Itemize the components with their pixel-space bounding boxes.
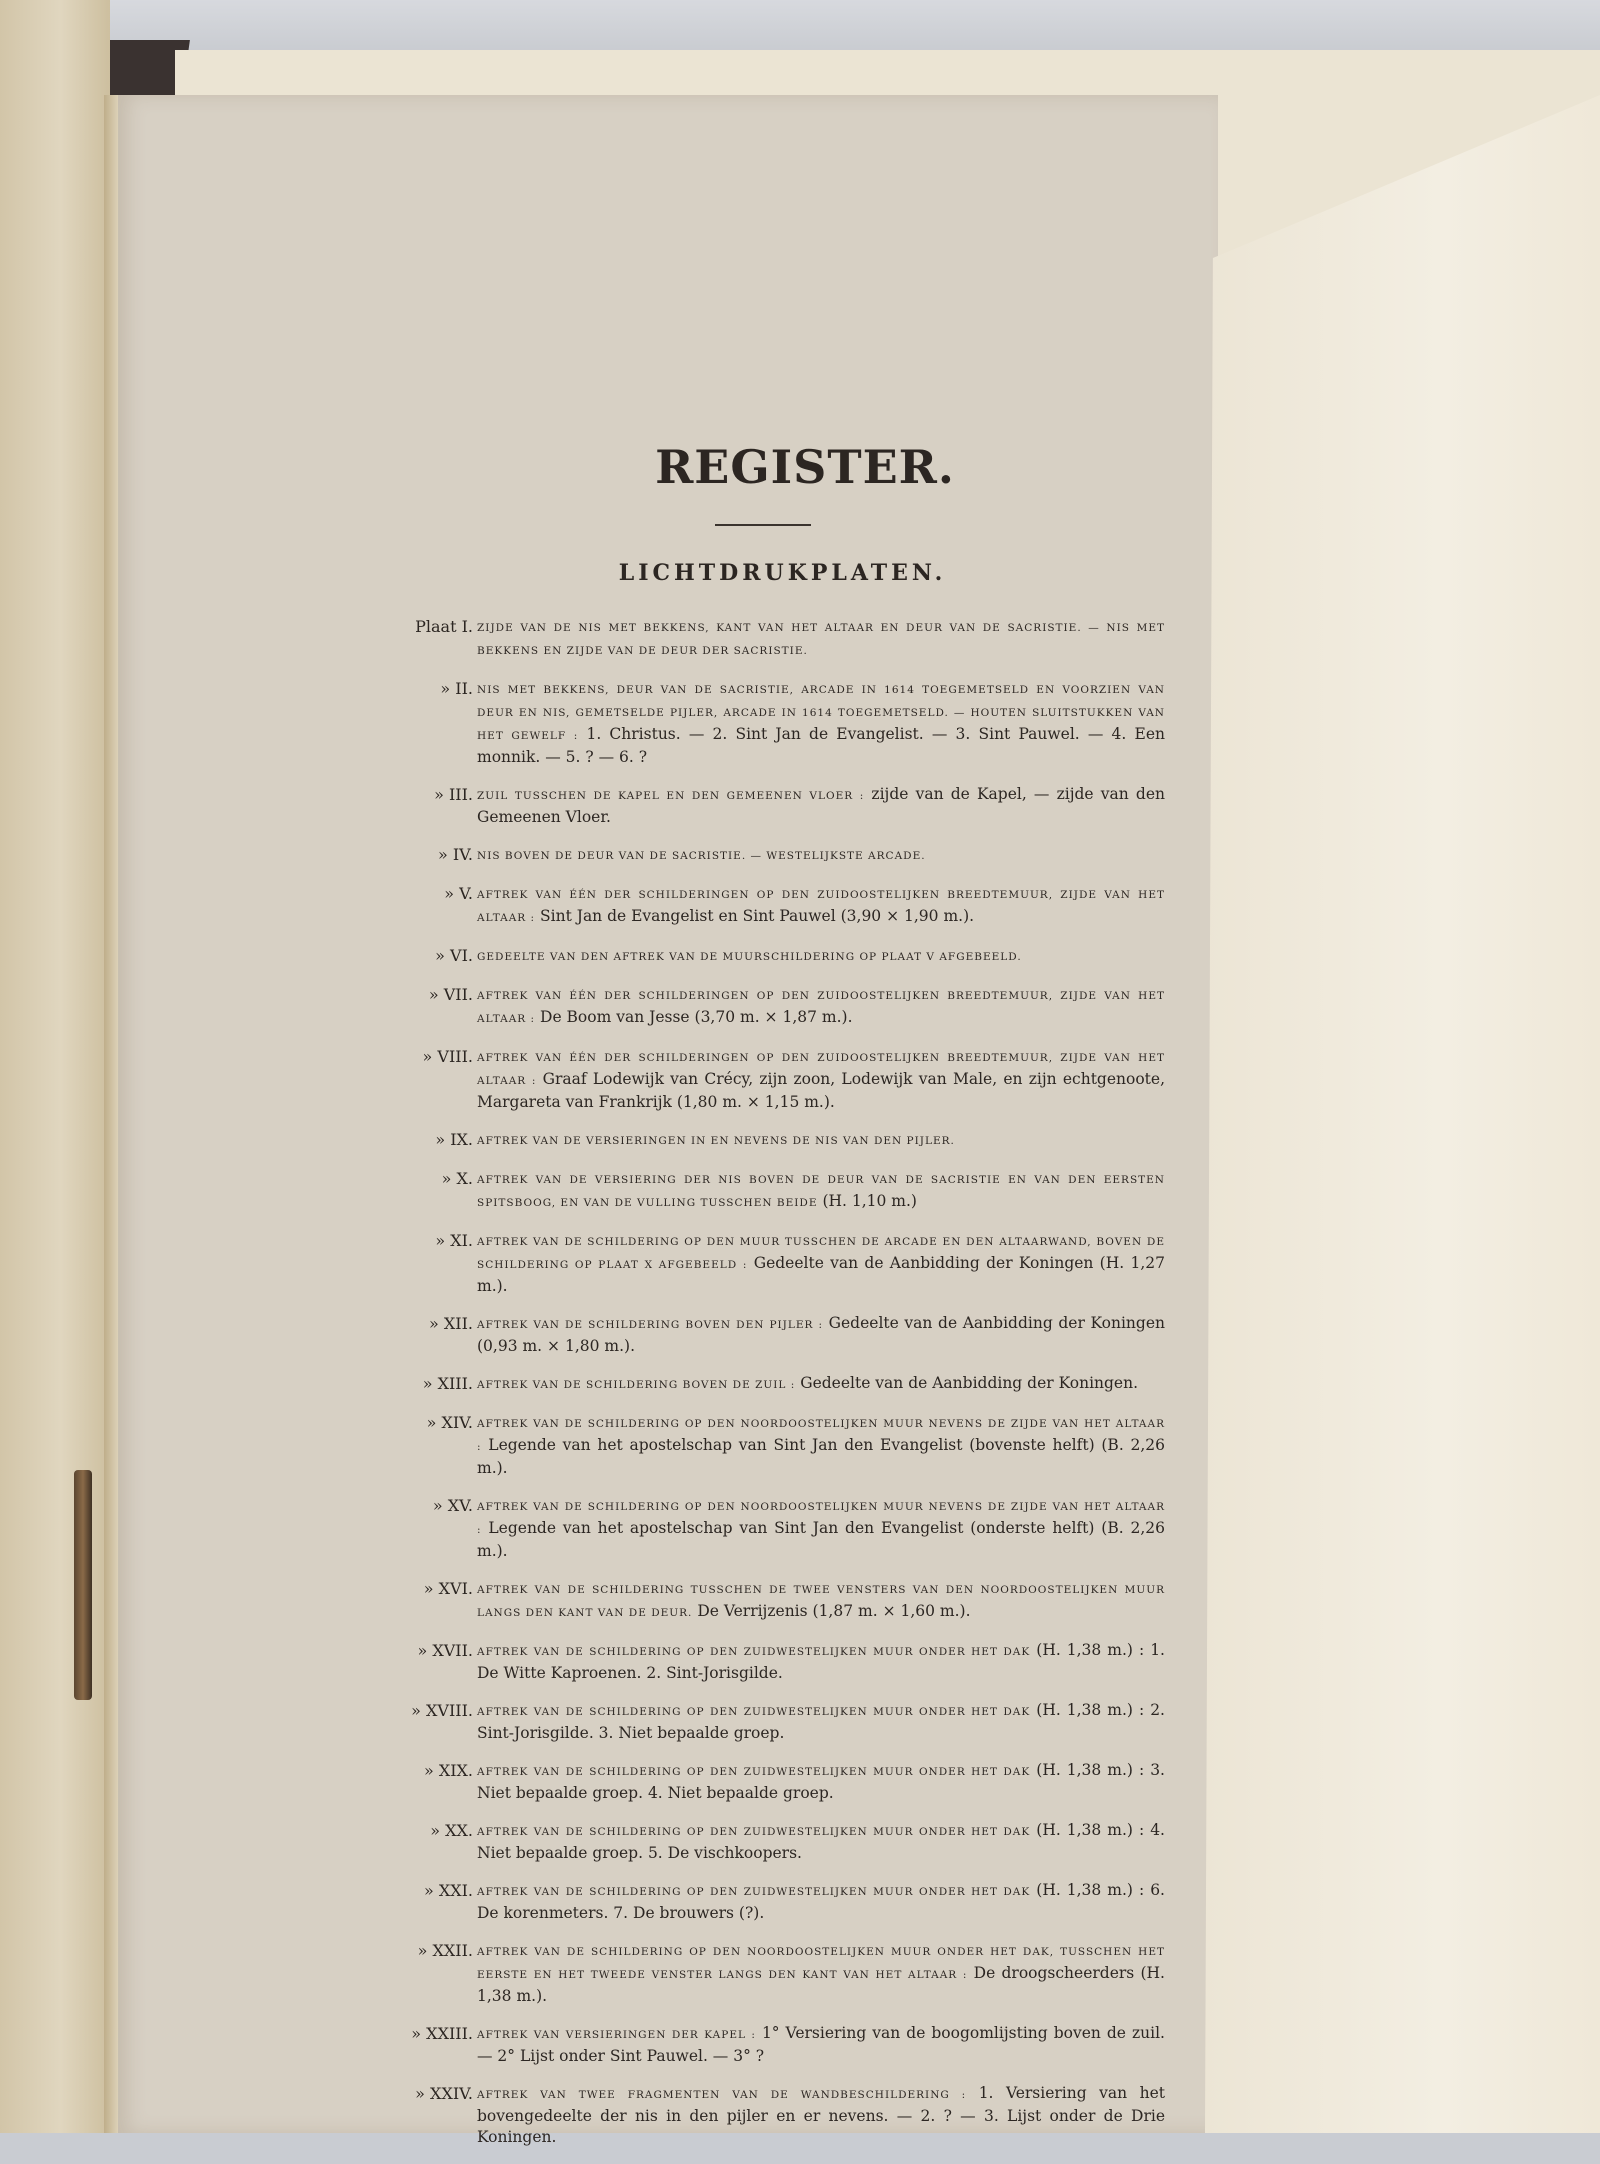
plate-description-text: Legende van het apostelschap van Sint Jan den Evangelist (bovenste helft) (B. 2,26 m.).	[477, 1436, 1165, 1477]
plate-description-text: 1. Versiering van het bovengedeelte der nis in den pijler en er nevens. — 2. ? — 3. Lijst onder de Drie Koningen.	[477, 2084, 1165, 2146]
plate-list	[355, 616, 1165, 2148]
plate-description-caps: GEDEELTE VAN DEN AFTREK VAN DE MUURSCHILDERING OP PLAAT V AFGEBEELD.	[477, 951, 1022, 963]
plate-entry	[355, 1129, 1165, 1152]
register-content	[355, 440, 1165, 2164]
plate-entry	[355, 1230, 1165, 1297]
plate-number: » XV.	[432, 1496, 473, 1515]
plate-description-text: 1° Versiering van de boogomlijsting boven de zuil. — 2° Lijst onder Sint Pauwel. — 3° ?	[477, 2024, 1165, 2065]
plate-number: Plaat I.	[415, 617, 473, 636]
plate-number: » X.	[441, 1169, 473, 1188]
plate-entry	[355, 844, 1165, 867]
plate-description-caps: AFTREK VAN ÉÉN DER SCHILDERINGEN OP DEN ZUIDOOSTELIJKEN BREEDTEMUUR, ZIJDE VAN HET ALTAAR :	[477, 889, 1165, 924]
plate-description-caps: AFTREK VAN ÉÉN DER SCHILDERINGEN OP DEN ZUIDOOSTELIJKEN BREEDTEMUUR, ZIJDE VAN HET ALTAAR :	[477, 990, 1165, 1025]
plate-description-caps: AFTREK VAN DE SCHILDERING OP DEN ZUIDWESTELIJKEN MUUR ONDER HET DAK	[477, 1646, 1031, 1658]
plate-description-text: Gedeelte van de Aanbidding der Koningen.	[800, 1374, 1139, 1392]
plate-description-caps: ZIJDE VAN DE NIS MET BEKKENS, KANT VAN HET ALTAAR EN DEUR VAN DE SACRISTIE. — NIS MET BEKKENS EN ZIJDE VAN DE DEUR DER SACRISTIE.	[477, 622, 1165, 657]
title-rule	[715, 524, 811, 526]
section-heading: LICHTDRUKPLATEN.	[618, 560, 947, 586]
plate-number: » XXI.	[423, 1881, 473, 1900]
plate-description-text: De droogscheerders (H. 1,38 m.).	[477, 1964, 1165, 2005]
plate-description-caps: ZUIL TUSSCHEN DE KAPEL EN DEN GEMEENEN VLOER :	[477, 790, 865, 802]
plate-description-text: Graaf Lodewijk van Crécy, zijn zoon, Lodewijk van Male, en zijn echtgenoote, Margareta van Frankrijk (1,80 m. × 1,15 m.).	[477, 1070, 1165, 1111]
plate-description-caps: AFTREK VAN TWEE FRAGMENTEN VAN DE WANDBESCHILDERING :	[477, 2089, 967, 2101]
plate-entry	[355, 1940, 1165, 2007]
plate-number: » IX.	[435, 1130, 473, 1149]
plate-description-text: (H. 1,10 m.)	[822, 1192, 917, 1210]
plate-entry	[355, 1640, 1165, 1684]
plate-entry	[355, 1700, 1165, 1744]
book-cover	[0, 0, 110, 2133]
plate-entry	[355, 1313, 1165, 1357]
plate-description-text: 1. Christus. — 2. Sint Jan de Evangelist. — 3. Sint Pauwel. — 4. Een monnik. — 5. ? — 6. ?	[477, 725, 1165, 766]
plate-number: » VIII.	[422, 1047, 473, 1066]
plate-description-caps: AFTREK VAN DE SCHILDERING OP DEN NOORDOOSTELIJKEN MUUR NEVENS DE ZIJDE VAN HET ALTAAR :	[477, 1501, 1165, 1536]
plate-description-caps: AFTREK VAN DE SCHILDERING OP DEN ZUIDWESTELIJKEN MUUR ONDER HET DAK	[477, 1706, 1031, 1718]
plate-entry	[355, 1412, 1165, 1479]
plate-description-text: (H. 1,38 m.) : 1. De Witte Kaproenen. 2. Sint-Jorisgilde.	[477, 1641, 1165, 1682]
plate-entry	[355, 1578, 1165, 1624]
plate-number: » XI.	[435, 1231, 473, 1250]
plate-description-text: (H. 1,38 m.) : 6. De korenmeters. 7. De brouwers (?).	[477, 1881, 1165, 1922]
plate-description-text: (H. 1,38 m.) : 3. Niet bepaalde groep. 4. Niet bepaalde groep.	[477, 1761, 1165, 1802]
page-title: REGISTER.	[655, 440, 955, 494]
plate-number: » XVI.	[423, 1579, 473, 1598]
plate-description-caps: AFTREK VAN DE SCHILDERING OP DEN ZUIDWESTELIJKEN MUUR ONDER HET DAK	[477, 1886, 1031, 1898]
binding-tear	[74, 1470, 92, 1700]
plate-number: » V.	[444, 884, 473, 903]
plate-entry	[355, 1495, 1165, 1562]
plate-description-text: Gedeelte van de Aanbidding der Koningen (0,93 m. × 1,80 m.).	[477, 1314, 1165, 1355]
plate-description-caps: AFTREK VAN DE SCHILDERING TUSSCHEN DE TWEE VENSTERS VAN DEN NOORDOOSTELIJKEN MUUR LANGS DEN KANT VAN DE DEUR.	[477, 1584, 1165, 1619]
plate-description-text: (H. 1,38 m.) : 2. Sint-Jorisgilde. 3. Niet bepaalde groep.	[477, 1701, 1165, 1742]
plate-entry	[355, 1373, 1165, 1396]
plate-number: » XXIV.	[415, 2084, 473, 2103]
plate-description-caps: AFTREK VAN DE SCHILDERING BOVEN DEN PIJLER :	[477, 1319, 823, 1331]
plate-entry	[355, 1880, 1165, 1924]
plate-description-caps: AFTREK VAN DE SCHILDERING OP DEN ZUIDWESTELIJKEN MUUR ONDER HET DAK	[477, 1826, 1031, 1838]
plate-entry	[355, 984, 1165, 1030]
plate-description-caps: AFTREK VAN DE SCHILDERING OP DEN ZUIDWESTELIJKEN MUUR ONDER HET DAK	[477, 1766, 1031, 1778]
plate-description-text: De Verrijzenis (1,87 m. × 1,60 m.).	[697, 1602, 971, 1620]
plate-number: » XVII.	[417, 1641, 473, 1660]
plate-number: » XIV.	[426, 1413, 473, 1432]
plate-number: » XIX.	[423, 1761, 473, 1780]
plate-number: » II.	[440, 679, 473, 698]
plate-description-caps: NIS MET BEKKENS, DEUR VAN DE SACRISTIE, ARCADE IN 1614 TOEGEMETSELD EN VOORZIEN VAN DEUR EN NIS, GEMETSELDE PIJLER, ARCADE IN 1614 TOEGEMETSELD. — HOUTEN SLUITSTUKKEN VAN HET GEWELF :	[477, 684, 1165, 742]
plate-description-text: zijde van de Kapel, — zijde van den Gemeenen Vloer.	[477, 785, 1165, 826]
plate-number: » VII.	[428, 985, 473, 1004]
plate-description-caps: AFTREK VAN ÉÉN DER SCHILDERINGEN OP DEN ZUIDOOSTELIJKEN BREEDTEMUUR, ZIJDE VAN HET ALTAAR :	[477, 1052, 1165, 1087]
plate-number: » III.	[434, 785, 473, 804]
plate-number: » XII.	[429, 1314, 473, 1333]
plate-number: » XXII.	[417, 1941, 473, 1960]
plate-number: » VI.	[435, 946, 473, 965]
plate-entry	[355, 1760, 1165, 1804]
plate-description-caps: NIS BOVEN DE DEUR VAN DE SACRISTIE. — WESTELIJKSTE ARCADE.	[477, 850, 926, 862]
plate-entry	[355, 1820, 1165, 1864]
plate-entry	[355, 784, 1165, 828]
plate-description-caps: AFTREK VAN VERSIERINGEN DER KAPEL :	[477, 2029, 756, 2041]
plate-entry	[355, 616, 1165, 662]
flyleaf-page	[1205, 95, 1600, 2133]
plate-description-caps: AFTREK VAN DE SCHILDERING BOVEN DE ZUIL :	[477, 1379, 796, 1391]
plate-number: » XX.	[430, 1821, 473, 1840]
plate-description-caps: AFTREK VAN DE SCHILDERING OP DEN NOORDOOSTELIJKEN MUUR NEVENS DE ZIJDE VAN HET ALTAAR :	[477, 1418, 1165, 1453]
plate-entry	[355, 1168, 1165, 1214]
plate-entry	[355, 2023, 1165, 2067]
plate-entry	[355, 945, 1165, 968]
plate-entry	[355, 1046, 1165, 1113]
plate-description-caps: AFTREK VAN DE VERSIERINGEN IN EN NEVENS DE NIS VAN DEN PIJLER.	[477, 1135, 955, 1147]
plate-entry	[355, 883, 1165, 929]
plate-entry	[355, 678, 1165, 768]
plate-number: » XVIII.	[411, 1701, 473, 1720]
plate-description-text: (H. 1,38 m.) : 4. Niet bepaalde groep. 5. De vischkoopers.	[477, 1821, 1165, 1862]
plate-description-caps: AFTREK VAN DE VERSIERING DER NIS BOVEN DE DEUR VAN DE SACRISTIE EN VAN DEN EERSTEN SPITSBOOG, EN VAN DE VULLING TUSSCHEN BEIDE	[477, 1174, 1165, 1209]
plate-description-text: Gedeelte van de Aanbidding der Koningen (H. 1,27 m.).	[477, 1254, 1165, 1295]
plate-number: » XXIII.	[411, 2024, 473, 2043]
plate-description-text: Sint Jan de Evangelist en Sint Pauwel (3,90 × 1,90 m.).	[540, 907, 975, 925]
plate-description-text: Legende van het apostelschap van Sint Jan den Evangelist (onderste helft) (B. 2,26 m.).	[477, 1519, 1165, 1560]
plate-description-caps: AFTREK VAN DE SCHILDERING OP DEN NOORDOOSTELIJKEN MUUR ONDER HET DAK, TUSSCHEN HET EERSTE EN HET TWEEDE VENSTER LANGS DEN KANT VAN HET ALTAAR :	[477, 1946, 1165, 1981]
plate-number: » IV.	[437, 845, 473, 864]
plate-description-text: De Boom van Jesse (3,70 m. × 1,87 m.).	[540, 1008, 853, 1026]
plate-number: » XIII.	[422, 1374, 473, 1393]
plate-description-caps: AFTREK VAN DE SCHILDERING OP DEN MUUR TUSSCHEN DE ARCADE EN DEN ALTAARWAND, BOVEN DE SCHILDERING OP PLAAT X AFGEBEELD :	[477, 1236, 1165, 1271]
plate-entry	[355, 2083, 1165, 2148]
